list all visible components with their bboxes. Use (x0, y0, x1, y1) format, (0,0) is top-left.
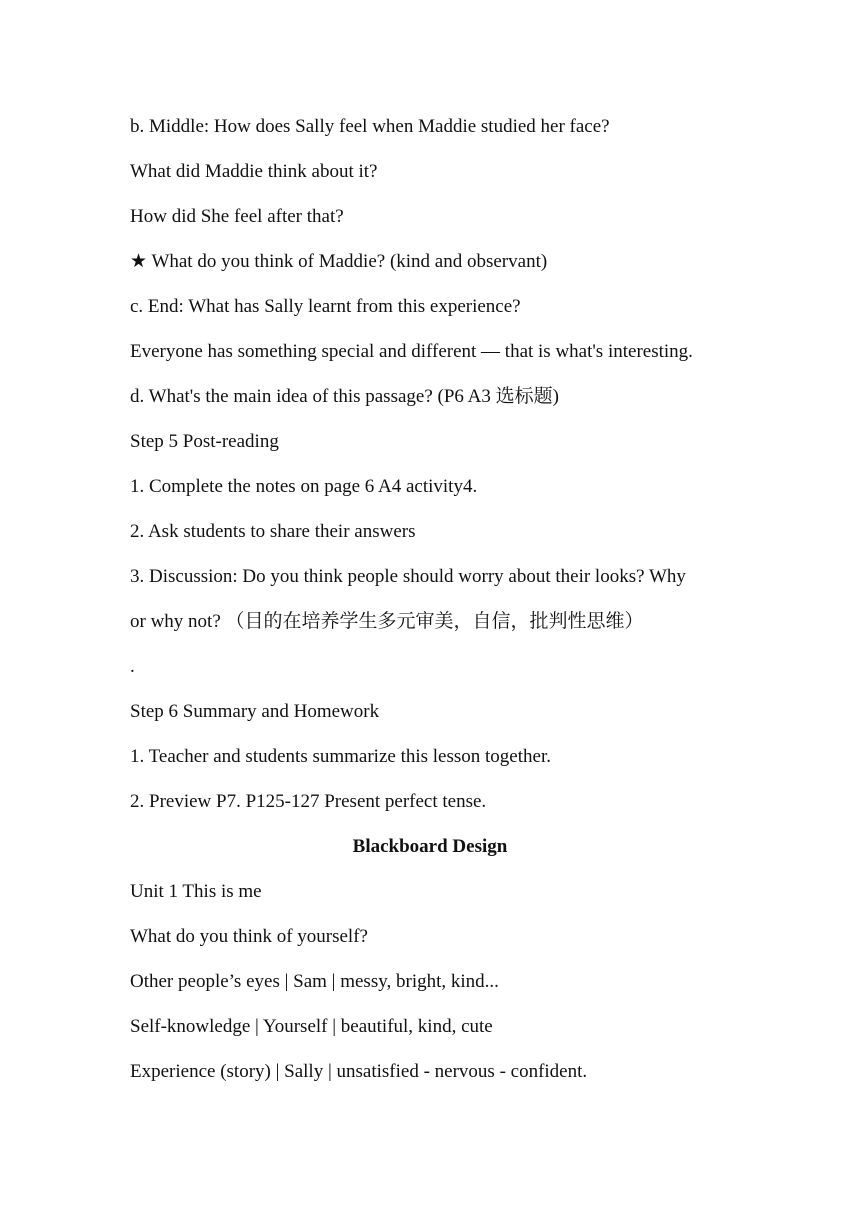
blackboard-row-1: Other people’s eyes | Sam | messy, bright, kind... (130, 971, 499, 992)
middle-question-2: What did Maddie think about it? (130, 161, 378, 182)
blackboard-row-2: Self-knowledge | Yourself | beautiful, kind, cute (130, 1016, 493, 1037)
blackboard-unit: Unit 1 This is me (130, 881, 262, 902)
middle-question-1: b. Middle: How does Sally feel when Maddie studied her face? (130, 116, 610, 137)
main-idea-question: d. What's the main idea of this passage? (P6 A3 选标题) (130, 386, 559, 407)
end-answer: Everyone has something special and different — that is what's interesting. (130, 341, 693, 362)
step5-item-1: 1. Complete the notes on page 6 A4 activity4. (130, 476, 478, 497)
step6-item-2: 2. Preview P7. P125-127 Present perfect tense. (130, 791, 487, 812)
stray-dot: . (130, 656, 135, 677)
middle-question-4: ★ What do you think of Maddie? (kind and observant) (130, 251, 548, 272)
blackboard-row-3: Experience (story) | Sally | unsatisfied - nervous - confident. (130, 1061, 588, 1082)
step5-item-2: 2. Ask students to share their answers (130, 521, 416, 542)
blackboard-heading: Blackboard Design (352, 836, 508, 857)
step5-item-3-line-1: 3. Discussion: Do you think people should worry about their looks? Why (130, 566, 686, 587)
step5-title: Step 5 Post-reading (130, 431, 279, 452)
blackboard-question: What do you think of yourself? (130, 926, 368, 947)
end-question: c. End: What has Sally learnt from this experience? (130, 296, 521, 317)
step6-title: Step 6 Summary and Homework (130, 701, 380, 722)
step5-item-3-line-2: or why not? （目的在培养学生多元审美，自信，批判性思维） (130, 611, 644, 632)
middle-question-3: How did She feel after that? (130, 206, 344, 227)
step6-item-1: 1. Teacher and students summarize this lesson together. (130, 746, 551, 767)
